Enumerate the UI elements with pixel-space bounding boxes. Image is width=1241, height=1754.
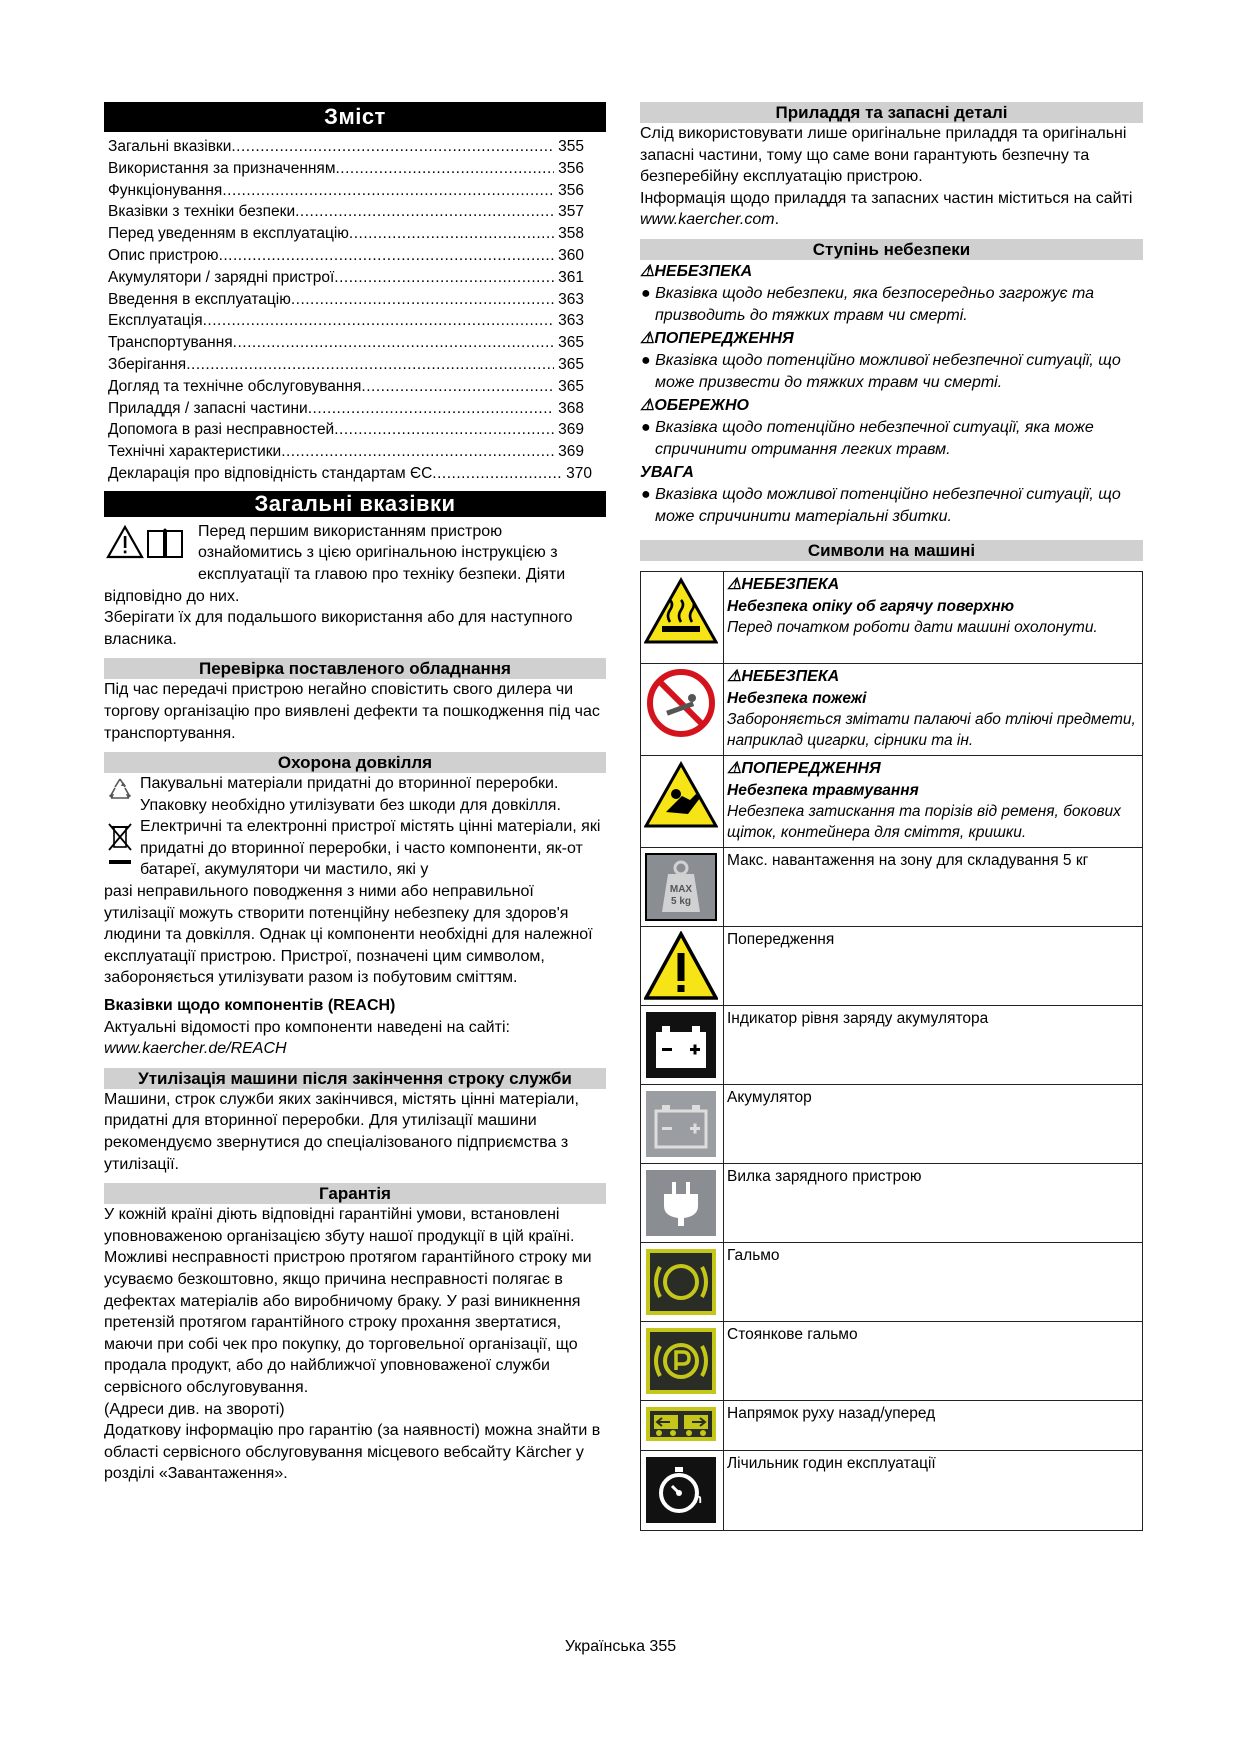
page-footer: Українська 355 [564,1638,677,1655]
toc-title: Зміст [104,102,606,132]
general-keep: Зберігати їх для подальшого використання або для наступного власника. [104,609,573,648]
general-section [104,517,606,586]
warning-icon [644,931,718,1001]
toc-entry[interactable]: Технічні характеристики ..... 369 [108,441,584,463]
parking-brake-icon [644,1326,718,1396]
toc-entry[interactable]: Допомога в разі несправностей ..... 369 [108,419,584,441]
environment-title: Охорона довкілля [104,752,606,773]
accessories-text: Слід використовувати лише оригінальне приладдя та оригінальні запасні частини, тому що саме вони гарантують безпечну та безперебійну експлуатацію пристрою. [640,125,1127,186]
table-row: Індикатор рівня заряду акумулятора [641,1005,1143,1084]
table-row: Стоянкове гальмо [641,1321,1143,1400]
toc-entry[interactable]: Введення в експлуатацію ..... 363 [108,289,584,311]
hazard-warning-label: ⚠ПОПЕРЕДЖЕННЯ [640,329,794,347]
table-row: Акумулятор [641,1084,1143,1163]
toc-entry[interactable]: Опис пристрою ..... 360 [108,245,584,267]
hazard-notice-text: ● Вказівка щодо можливої потенційно небезпечної ситуації, що може спричинити матеріальні збитки. [641,485,1121,525]
reach-text: Актуальні відомості про компоненти наведені на сайті: [104,1018,510,1036]
battery-icon [644,1089,718,1159]
environment-packaging: Пакувальні матеріали придатні до вторинної переробки. Упаковку необхідно утилізувати без шкоди для довкілля. [140,775,561,814]
symbols-title: Символи на машині [640,540,1143,561]
toc-entry[interactable]: Приладдя / запасні частини ..... 368 [108,398,584,420]
hazard-notice-label: УВАГА [640,463,694,481]
environment-electric-cont: разі неправильного поводження з ними або неправильної утилізації можуть створити потенційну небезпеку для здоров'я людини та довкілля. Однак ці компоненти необхідні для належної експлуатації пристрою. Пристрої, позначені цим символом, забороняється утилізувати разом із побутовим сміттям. [104,883,593,987]
reach-title: Вказівки щодо компонентів (REACH) [104,997,396,1015]
battery-level-icon [644,1010,718,1080]
reach-link[interactable]: www.kaercher.de/REACH [104,1040,287,1058]
delivery-title: Перевірка поставленого обладнання [104,658,606,679]
table-row: MAX 5 kg Макс. навантаження на зону для складування 5 кг [641,847,1143,926]
toc-entry[interactable]: Функціонування ..... 356 [108,180,584,202]
hazard-danger-text: ● Вказівка щодо небезпеки, яка безпосередньо загрожує та призводить до тяжких травм чи смерті. [641,284,1095,324]
general-intro: Перед першим використанням пристрою ознайомитись з цією оригінальною інструкцією з експлуатації та главою про техніку безпеки. Діяти [198,522,566,583]
warranty-text: У кожній країні діють відповідні гарантійні умови, встановлені уповноваженою організацією збуту нашої продукції в цій країні. Можливі несправності пристрою протягом гарантійного строку ми усуваємо безкоштовно, якщо причина несправності полягає в дефектах матеріалів або виробничому браку. У разі виникнення претензій протягом гарантійного строку прохання звертатися, маючи при собі чек про покупку, до торговельної організації, що продала продукт, або до найближчої уповноваженої служби сервісного обслуговування. [104,1206,592,1396]
direction-icon [644,1403,718,1445]
svg-text:5 kg: 5 kg [670,895,692,907]
table-row: ⚠НЕБЕЗПЕКА Небезпека пожежі Забороняється змітати палаючі або тліючі предмети, наприклад цигарки, сірники та ін. [641,663,1143,755]
warranty-addresses: (Адреси див. на звороті) [104,1400,285,1418]
toc-entry[interactable]: Перед уведенням в експлуатацію ..... 358 [108,223,584,245]
hazard-danger-label: ⚠НЕБЕЗПЕКА [640,262,753,280]
general-intro-cont: відповідно до них. [104,587,240,605]
hand-crush-icon [644,760,718,830]
kaercher-link[interactable]: www.kaercher.com [640,211,775,229]
hazard-title: Ступінь небезпеки [640,239,1143,260]
table-row: ⚠НЕБЕЗПЕКА Небезпека опіку об гарячу поверхню Перед початком роботи дати машині охолонути. [641,571,1143,663]
table-row: Гальмо [641,1242,1143,1321]
warranty-title: Гарантія [104,1183,606,1204]
warranty-more: Додаткову інформацію про гарантію (за наявності) можна знайти в області сервісного обслуговування місцевого вебсайту Kärcher у розділі «Завантаження». [104,1422,601,1483]
left-column [104,102,606,1485]
hazard-caution-label: ⚠ОБЕРЕЖНО [640,396,749,414]
fire-prohibited-icon [644,668,718,738]
toc-entry[interactable]: Зберігання ..... 365 [108,354,584,376]
toc-entry[interactable]: Декларація про відповідність стандартам ЄС ..... 370 [108,463,592,485]
table-row: ⚠ПОПЕРЕДЖЕННЯ Небезпека травмування Небезпека затискання та порізів від ременя, бокових щіток, контейнера для сміття, кришки. [641,755,1143,847]
recycle-icon [106,776,134,804]
svg-text:MAX: MAX [669,883,693,895]
hazard-warning-text: ● Вказівка щодо потенційно можливої небезпечної ситуації, що може призвести до тяжких травм чи смерті. [641,351,1121,391]
hour-meter-icon [644,1455,718,1525]
crossed-bin-icon [106,821,134,869]
toc-entry[interactable]: Експлуатація ..... 363 [108,310,584,332]
delivery-text: Під час передачі пристрою негайно сповістить свого дилера чи торгову організацію про виявлені дефекти та пошкодження під час транспортування. [104,681,600,742]
brake-icon [644,1247,718,1317]
table-row: Попередження [641,926,1143,1005]
disposal-text: Машини, строк служби яких закінчився, містять цінні матеріали, придатні для вторинної переробки. Для утилізації машини рекомендуємо звернутися до спеціалізованого підприємства з утилізації. [104,1090,579,1173]
charger-plug-icon [644,1168,718,1238]
toc-entry[interactable]: Догляд та технічне обслуговування ..... 365 [108,376,584,398]
symbols-table [640,571,1143,1531]
hazard-caution-text: ● Вказівка щодо потенційно небезпечної ситуації, яка може спричинити отримання легких травм. [641,418,1094,458]
toc-entry[interactable]: Акумулятори / зарядні пристрої ..... 361 [108,267,584,289]
toc-list [104,132,606,487]
right-column [640,102,1143,1531]
accessories-title: Приладдя та запасні деталі [640,102,1143,123]
table-row: h Лічильник годин експлуатації [641,1450,1143,1530]
hot-surface-icon [644,576,718,646]
environment-section [104,773,606,881]
toc-entry[interactable]: Загальні вказівки ..... 355 [108,136,584,158]
general-title: Загальні вказівки [104,491,606,517]
toc-entry[interactable]: Використання за призначенням ..... 356 [108,158,584,180]
accessories-info: Інформація щодо приладдя та запасних частин міститься на сайті www.kaercher.com. [640,189,1133,229]
table-row: Напрямок руху назад/уперед [641,1400,1143,1450]
manual-warning-icon [106,523,186,563]
table-row: Вилка зарядного пристрою [641,1163,1143,1242]
max-load-icon [644,852,718,922]
environment-electric: Електричні та електронні пристрої містять цінні матеріали, які придатні до вторинної переробки, і часто компоненти, як-от батареї, акумулятори чи мастило, які у [140,818,601,879]
toc-entry[interactable]: Вказівки з техніки безпеки ..... 357 [108,201,584,223]
disposal-title: Утилізація машини після закінчення строку служби [104,1068,606,1089]
svg-text:h: h [694,1490,702,1506]
toc-entry[interactable]: Транспортування ..... 365 [108,332,584,354]
